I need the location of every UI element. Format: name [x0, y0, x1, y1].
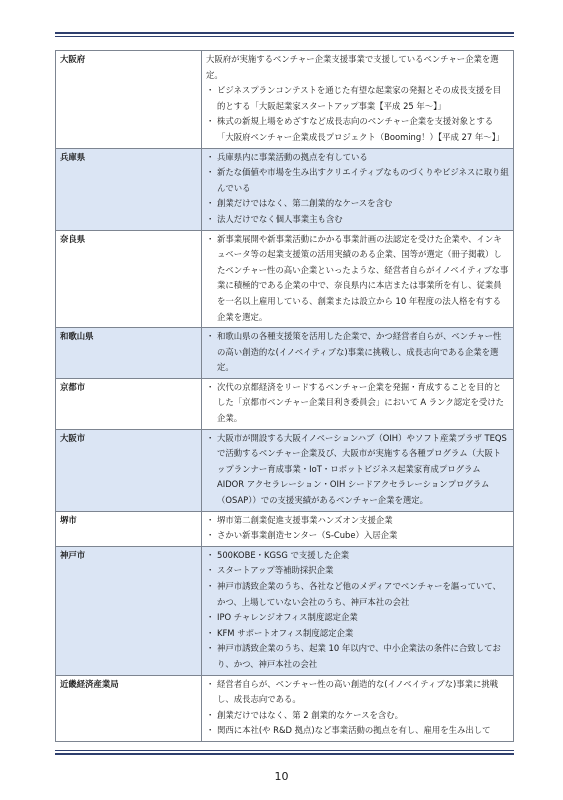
table-row	[56, 230, 514, 328]
row-name: 近畿経済産業局	[56, 675, 202, 741]
table-row	[56, 429, 514, 511]
list-item: ・ 創業だけではなく、第 2 創業的なケースを含む。	[206, 708, 509, 724]
list-item: ・ 新たな価値や市場を生み出すクリエイティブなものづくりやビジネスに取り組んでいる	[206, 165, 509, 196]
row-name: 神戸市	[56, 546, 202, 675]
table-row	[56, 675, 514, 741]
list-item: ・ 関西に本社(や R&D 拠点)など事業活動の拠点を有し、雇用を生み出して	[206, 723, 509, 739]
list-item: ・ スタートアップ等補助採択企業	[206, 563, 509, 579]
list-item: ・ 経営者自らが、ベンチャー性の高い創造的な(イノベイティブな)事業に挑戦し、成長志向である。	[206, 677, 509, 708]
footer-rule	[55, 753, 514, 755]
table-row	[56, 378, 514, 429]
venture-criteria-table	[55, 50, 514, 742]
list-item: ・ 法人だけでなく個人事業主も含む	[206, 212, 509, 228]
row-content	[202, 328, 514, 379]
row-content	[202, 51, 514, 149]
list-item: ・ IPO チャレンジオフィス制度認定企業	[206, 610, 509, 626]
list-item: ・ KFM サポートオフィス制度認定企業	[206, 626, 509, 642]
row-content	[202, 511, 514, 546]
list-item: ・ 株式の新規上場をめざすなど成長志向のベンチャー企業を支援対象とする「大阪府ベンチャー企業成長プロジェクト（Booming！）【平成 27 年～】」	[206, 114, 509, 145]
list-item: ・ 和歌山県の各種支援策を活用した企業で、かつ経営者自らが、ベンチャー性の高い創造的な(イノベイティブな)事業に挑戦し、成長志向である企業を選定。	[206, 329, 509, 376]
row-content	[202, 230, 514, 328]
list-item: ・ 大阪市が開設する大阪イノベーションハブ（OIH）やソフト産業プラザ TEQS で活動するベンチャー企業及び、大阪市が実施する各種プログラム（大阪トップランナー育成事業・IoT・ロボットビジネス起業家育成プログラム AIDOR アクセラレーション・OIH シードアクセラレーションプログラム（OSAP））での支援実績があるベンチャー企業を選定。	[206, 431, 509, 509]
row-lead: 大阪府が実施するベンチャー企業支援事業で支援しているベンチャー企業を選定。	[206, 54, 499, 80]
row-content	[202, 148, 514, 230]
table-row	[56, 328, 514, 379]
row-content	[202, 378, 514, 429]
list-item: ・ 兵庫県内に事業活動の拠点を有している	[206, 150, 509, 166]
row-name: 兵庫県	[56, 148, 202, 230]
row-name: 奈良県	[56, 230, 202, 328]
list-item: ・ ビジネスプランコンテストを通じた有望な起業家の発掘とその成長支援を目的とする「大阪起業家スタートアップ事業【平成 25 年～】」	[206, 83, 509, 114]
page-number: 10	[274, 770, 289, 783]
footer-rule-thin	[55, 750, 514, 751]
row-name: 大阪府	[56, 51, 202, 149]
table-row	[56, 546, 514, 675]
row-name: 和歌山県	[56, 328, 202, 379]
list-item: ・ 500KOBE・KGSG で支援した企業	[206, 548, 509, 564]
list-item: ・ 創業だけではなく、第二創業的なケースを含む	[206, 196, 509, 212]
list-item: ・ 堺市第二創業促進支援事業ハンズオン支援企業	[206, 513, 509, 529]
row-content	[202, 429, 514, 511]
list-item: ・ 次代の京都経済をリードするベンチャー企業を発掘・育成することを目的とした「京都市ベンチャー企業目利き委員会」において A ランク認定を受けた企業。	[206, 380, 509, 427]
list-item: ・ さかい新事業創造センター（S-Cube）入居企業	[206, 528, 509, 544]
list-item: ・ 新事業展開や新事業活動にかかる事業計画の法認定を受けた企業や、インキュベータ等の起業支援策の活用実績のある企業、国等が選定（冊子掲載）したベンチャー性の高い企業といったような、経営者自らがイノベイティブな事業に積極的である企業の中で、奈良県内に本店または事業所を有し、従業員を一名以上雇用している、創業または設立から 10 年程度の法人格を有する企業を選定。	[206, 232, 509, 326]
header-rule	[55, 32, 514, 34]
row-name: 堺市	[56, 511, 202, 546]
row-name: 大阪市	[56, 429, 202, 511]
row-content	[202, 675, 514, 741]
list-item: ・ 神戸市誘致企業のうち、起業 10 年以内で、中小企業法の条件に合致しており、かつ、神戸本社の会社	[206, 641, 509, 672]
list-item: ・ 神戸市誘致企業のうち、各社など他のメディアでベンチャーを謳っていて、かつ、上場していない会社のうち、神戸本社の会社	[206, 579, 509, 610]
row-name: 京都市	[56, 378, 202, 429]
header-rule-thin	[55, 36, 514, 37]
table-row	[56, 148, 514, 230]
row-content	[202, 546, 514, 675]
table-row	[56, 51, 514, 149]
table-row	[56, 511, 514, 546]
